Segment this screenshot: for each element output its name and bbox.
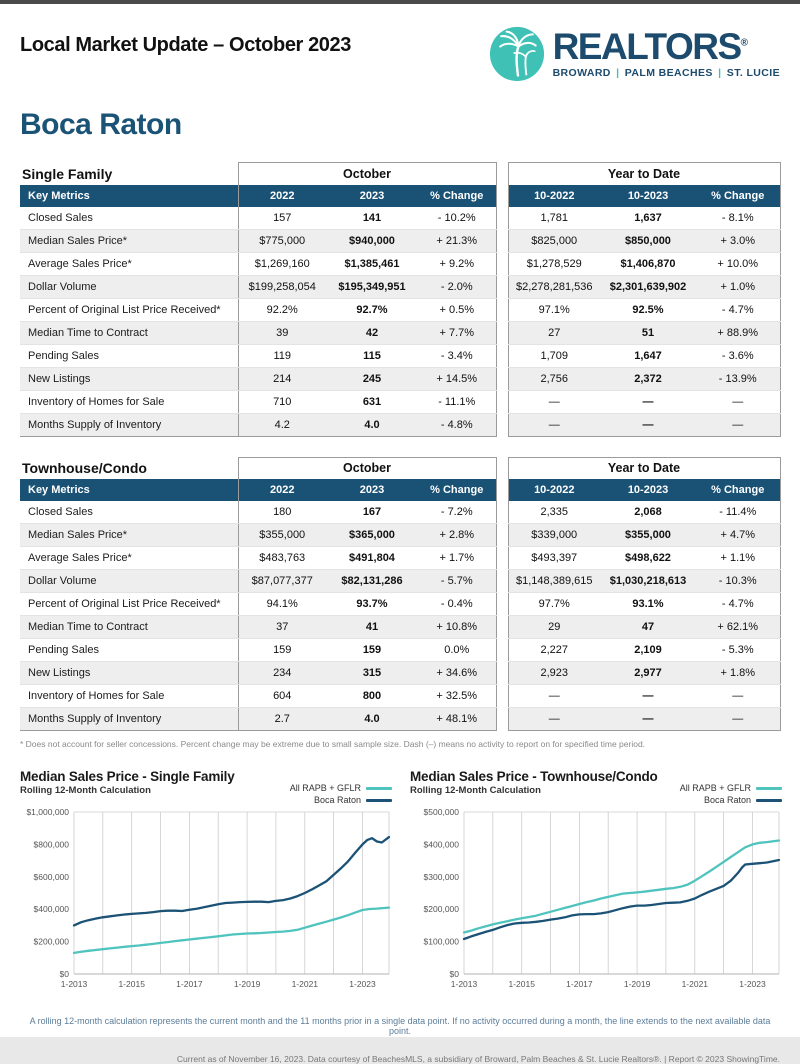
metric-value: $498,622 bbox=[600, 547, 696, 570]
metric-percent-change: - 8.1% bbox=[696, 207, 780, 230]
column-header: 10-2023 bbox=[600, 185, 696, 207]
logo-tagline-part: BROWARD bbox=[552, 66, 611, 79]
metric-percent-change: + 7.7% bbox=[418, 321, 496, 344]
metric-percent-change: + 21.3% bbox=[418, 229, 496, 252]
column-gap bbox=[496, 662, 508, 685]
metric-percent-change: - 3.6% bbox=[696, 344, 780, 367]
metric-value: 1,709 bbox=[508, 344, 600, 367]
legend-item: Boca Raton bbox=[290, 794, 392, 806]
metric-value: 1,781 bbox=[508, 207, 600, 230]
metric-percent-change: 0.0% bbox=[418, 639, 496, 662]
chart-svg bbox=[410, 806, 782, 994]
metric-percent-change: + 10.0% bbox=[696, 252, 780, 275]
metric-value: 234 bbox=[238, 662, 326, 685]
top-accent-bar bbox=[0, 0, 800, 4]
column-gap bbox=[496, 570, 508, 593]
metric-percent-change: — bbox=[696, 708, 780, 731]
metric-value: 2,756 bbox=[508, 367, 600, 390]
metric-percent-change: - 11.4% bbox=[696, 501, 780, 524]
legend-item: Boca Raton bbox=[680, 794, 782, 806]
metric-value: $82,131,286 bbox=[326, 570, 418, 593]
column-gap bbox=[496, 344, 508, 367]
metric-value: $2,278,281,536 bbox=[508, 275, 600, 298]
metric-value: 4.0 bbox=[326, 708, 418, 731]
metric-value: 2,335 bbox=[508, 501, 600, 524]
city-title: Boca Raton bbox=[20, 108, 182, 141]
metric-label: Closed Sales bbox=[20, 501, 238, 524]
metric-value: $355,000 bbox=[238, 524, 326, 547]
metric-label: Months Supply of Inventory bbox=[20, 708, 238, 731]
metric-percent-change: + 9.2% bbox=[418, 252, 496, 275]
metric-percent-change: - 4.8% bbox=[418, 413, 496, 436]
column-gap bbox=[496, 524, 508, 547]
svg-text:1-2023: 1-2023 bbox=[349, 979, 376, 989]
svg-text:$0: $0 bbox=[59, 969, 69, 979]
metric-percent-change: - 7.2% bbox=[418, 501, 496, 524]
metric-value: 42 bbox=[326, 321, 418, 344]
metric-value: 315 bbox=[326, 662, 418, 685]
column-gap bbox=[496, 252, 508, 275]
metric-value: 2,227 bbox=[508, 639, 600, 662]
svg-text:1-2023: 1-2023 bbox=[739, 979, 766, 989]
metric-value: 4.2 bbox=[238, 413, 326, 436]
svg-text:$500,000: $500,000 bbox=[423, 807, 459, 817]
metric-value: $825,000 bbox=[508, 229, 600, 252]
table-row bbox=[20, 639, 780, 662]
tagline-separator: | bbox=[714, 66, 725, 79]
metric-label: Average Sales Price* bbox=[20, 252, 238, 275]
metric-value: 51 bbox=[600, 321, 696, 344]
metric-value: $1,278,529 bbox=[508, 252, 600, 275]
metric-percent-change: + 1.1% bbox=[696, 547, 780, 570]
metric-value: 47 bbox=[600, 616, 696, 639]
metric-value: 604 bbox=[238, 685, 326, 708]
metric-label: Median Sales Price* bbox=[20, 524, 238, 547]
table-row bbox=[20, 275, 780, 298]
metric-label: Inventory of Homes for Sale bbox=[20, 390, 238, 413]
line-chart bbox=[410, 806, 782, 994]
metric-percent-change: + 3.0% bbox=[696, 229, 780, 252]
column-gap bbox=[496, 367, 508, 390]
metric-value: 1,647 bbox=[600, 344, 696, 367]
table-title: Townhouse/Condo bbox=[22, 460, 147, 476]
column-gap bbox=[496, 229, 508, 252]
metric-percent-change: + 1.0% bbox=[696, 275, 780, 298]
metric-value: 93.7% bbox=[326, 593, 418, 616]
column-header: % Change bbox=[696, 479, 780, 501]
metric-percent-change: - 5.3% bbox=[696, 639, 780, 662]
metric-value: 93.1% bbox=[600, 593, 696, 616]
metric-label: Median Time to Contract bbox=[20, 616, 238, 639]
charts-section bbox=[20, 769, 780, 994]
svg-text:$1,000,000: $1,000,000 bbox=[26, 807, 69, 817]
metric-value: 159 bbox=[326, 639, 418, 662]
table-row bbox=[20, 321, 780, 344]
column-header: 10-2022 bbox=[508, 185, 600, 207]
metric-percent-change: + 4.7% bbox=[696, 524, 780, 547]
metric-percent-change: - 5.7% bbox=[418, 570, 496, 593]
metric-value: 97.1% bbox=[508, 298, 600, 321]
table-group-row bbox=[20, 163, 780, 185]
metric-value: — bbox=[600, 413, 696, 436]
metric-value: 92.5% bbox=[600, 298, 696, 321]
townhouse-condo-table bbox=[20, 457, 781, 732]
table-row bbox=[20, 367, 780, 390]
metric-value: 4.0 bbox=[326, 413, 418, 436]
table-row bbox=[20, 390, 780, 413]
svg-text:1-2013: 1-2013 bbox=[60, 979, 88, 989]
logo-text bbox=[552, 26, 780, 79]
metric-value: $493,397 bbox=[508, 547, 600, 570]
svg-text:1-2013: 1-2013 bbox=[450, 979, 478, 989]
metric-value: 159 bbox=[238, 639, 326, 662]
table-header-row bbox=[20, 479, 780, 501]
logo-tagline-part: ST. LUCIE bbox=[726, 66, 780, 79]
table-row bbox=[20, 298, 780, 321]
table-row bbox=[20, 344, 780, 367]
metric-value: 167 bbox=[326, 501, 418, 524]
metric-percent-change: + 32.5% bbox=[418, 685, 496, 708]
chart-legend bbox=[290, 782, 392, 806]
metric-value: $1,148,389,615 bbox=[508, 570, 600, 593]
column-header: 2022 bbox=[238, 479, 326, 501]
metric-value: 119 bbox=[238, 344, 326, 367]
metric-label: Dollar Volume bbox=[20, 570, 238, 593]
metric-percent-change: + 1.8% bbox=[696, 662, 780, 685]
column-header: % Change bbox=[418, 479, 496, 501]
column-header: Key Metrics bbox=[20, 185, 238, 207]
column-gap bbox=[496, 616, 508, 639]
column-gap bbox=[496, 685, 508, 708]
metric-value: 800 bbox=[326, 685, 418, 708]
metric-percent-change: + 2.8% bbox=[418, 524, 496, 547]
svg-text:$800,000: $800,000 bbox=[33, 839, 69, 850]
column-gap bbox=[496, 708, 508, 731]
metric-value: 2,109 bbox=[600, 639, 696, 662]
single-family-table bbox=[20, 162, 781, 437]
metric-percent-change: - 3.4% bbox=[418, 344, 496, 367]
metric-label: Dollar Volume bbox=[20, 275, 238, 298]
metric-percent-change: - 13.9% bbox=[696, 367, 780, 390]
column-gap bbox=[496, 479, 508, 501]
metric-value: — bbox=[600, 390, 696, 413]
metric-label: Percent of Original List Price Received* bbox=[20, 593, 238, 616]
period-group-header: October bbox=[238, 163, 496, 185]
metric-value: 157 bbox=[238, 207, 326, 230]
metric-percent-change: - 4.7% bbox=[696, 593, 780, 616]
metric-value: 94.1% bbox=[238, 593, 326, 616]
report-credit: Current as of November 16, 2023. Data courtesy of BeachesMLS, a subsidiary of Broward, Palm Beaches & St. Lucie Realtors®. | Report © 2023 ShowingTime. bbox=[176, 1054, 780, 1064]
column-header: Key Metrics bbox=[20, 479, 238, 501]
logo-brand: REALTORS® bbox=[552, 26, 747, 68]
metric-value: $1,385,461 bbox=[326, 252, 418, 275]
metric-value: 97.7% bbox=[508, 593, 600, 616]
metric-label: Pending Sales bbox=[20, 344, 238, 367]
rolling-calculation-note: A rolling 12-month calculation represents the current month and the 11 months prior in a single data point. If no activity occurred during a month, the line extends to the next available data point. bbox=[29, 1016, 771, 1036]
legend-line-teal bbox=[756, 787, 782, 790]
metric-value: $199,258,054 bbox=[238, 275, 326, 298]
metric-value: 2,068 bbox=[600, 501, 696, 524]
svg-text:1-2019: 1-2019 bbox=[233, 979, 261, 989]
chart-svg bbox=[20, 806, 392, 994]
metric-label: New Listings bbox=[20, 367, 238, 390]
metric-percent-change: + 48.1% bbox=[418, 708, 496, 731]
metric-percent-change: + 62.1% bbox=[696, 616, 780, 639]
svg-text:$200,000: $200,000 bbox=[423, 904, 459, 915]
table-footnote: * Does not account for seller concessions. Percent change may be extreme due to small sample size. Dash (–) means no activity to report on for specified time period. bbox=[20, 739, 646, 749]
logo-tagline bbox=[553, 67, 780, 79]
realtors-logo bbox=[489, 26, 780, 82]
column-header: 2023 bbox=[326, 479, 418, 501]
table-row bbox=[20, 685, 780, 708]
logo-tagline-part: PALM BEACHES bbox=[624, 66, 713, 79]
metric-value: — bbox=[600, 685, 696, 708]
legend-line-teal bbox=[366, 787, 392, 790]
metric-value: $491,804 bbox=[326, 547, 418, 570]
svg-text:1-2019: 1-2019 bbox=[623, 979, 651, 989]
metric-percent-change: - 0.4% bbox=[418, 593, 496, 616]
chart-legend bbox=[680, 782, 782, 806]
metric-label: Average Sales Price* bbox=[20, 547, 238, 570]
metric-value: — bbox=[508, 685, 600, 708]
metric-value: 29 bbox=[508, 616, 600, 639]
metric-value: $1,406,870 bbox=[600, 252, 696, 275]
chart-subtitle: Rolling 12-Month Calculation bbox=[20, 785, 151, 796]
metric-value: — bbox=[600, 708, 696, 731]
metric-percent-change: + 88.9% bbox=[696, 321, 780, 344]
metric-percent-change: + 34.6% bbox=[418, 662, 496, 685]
svg-text:1-2017: 1-2017 bbox=[566, 979, 593, 989]
ytd-group-header: Year to Date bbox=[508, 457, 780, 479]
svg-text:$200,000: $200,000 bbox=[33, 936, 69, 947]
table-row bbox=[20, 593, 780, 616]
metric-percent-change: + 10.8% bbox=[418, 616, 496, 639]
metric-value: $355,000 bbox=[600, 524, 696, 547]
table-row bbox=[20, 413, 780, 436]
svg-text:1-2015: 1-2015 bbox=[118, 979, 145, 989]
table-row bbox=[20, 501, 780, 524]
svg-text:1-2021: 1-2021 bbox=[681, 979, 709, 989]
metric-percent-change: - 11.1% bbox=[418, 390, 496, 413]
metric-value: $850,000 bbox=[600, 229, 696, 252]
metric-value: $940,000 bbox=[326, 229, 418, 252]
metric-value: 141 bbox=[326, 207, 418, 230]
column-gap bbox=[496, 390, 508, 413]
metric-percent-change: - 4.7% bbox=[696, 298, 780, 321]
metric-value: 92.7% bbox=[326, 298, 418, 321]
tagline-separator: | bbox=[612, 66, 623, 79]
metric-label: Months Supply of Inventory bbox=[20, 413, 238, 436]
column-header: % Change bbox=[696, 185, 780, 207]
legend-item: All RAPB + GFLR bbox=[290, 782, 392, 794]
metric-value: 37 bbox=[238, 616, 326, 639]
metric-value: 115 bbox=[326, 344, 418, 367]
table-row bbox=[20, 229, 780, 252]
legend-item: All RAPB + GFLR bbox=[680, 782, 782, 794]
metric-label: Pending Sales bbox=[20, 639, 238, 662]
metric-label: New Listings bbox=[20, 662, 238, 685]
metric-value: — bbox=[508, 708, 600, 731]
line-chart bbox=[20, 806, 392, 994]
column-header: 2023 bbox=[326, 185, 418, 207]
column-gap bbox=[496, 547, 508, 570]
column-gap bbox=[496, 413, 508, 436]
svg-text:$400,000: $400,000 bbox=[423, 839, 459, 850]
table-title: Single Family bbox=[22, 165, 113, 182]
metric-value: 214 bbox=[238, 367, 326, 390]
metric-value: — bbox=[508, 413, 600, 436]
metric-percent-change: + 14.5% bbox=[418, 367, 496, 390]
table-header-row bbox=[20, 185, 780, 207]
metric-value: 245 bbox=[326, 367, 418, 390]
metric-percent-change: - 10.2% bbox=[418, 207, 496, 230]
chart-title: Median Sales Price - Single Family bbox=[20, 769, 235, 784]
period-group-header: October bbox=[238, 457, 496, 479]
metric-percent-change: — bbox=[696, 413, 780, 436]
legend-line-navy bbox=[756, 799, 782, 802]
chart-single-family bbox=[20, 769, 392, 994]
metric-label: Inventory of Homes for Sale bbox=[20, 685, 238, 708]
column-header: 10-2022 bbox=[508, 479, 600, 501]
metric-value: 2,977 bbox=[600, 662, 696, 685]
metric-value: $195,349,951 bbox=[326, 275, 418, 298]
table-row bbox=[20, 207, 780, 230]
column-header: % Change bbox=[418, 185, 496, 207]
page-title: Local Market Update – October 2023 bbox=[20, 34, 351, 56]
table-row bbox=[20, 616, 780, 639]
svg-text:$0: $0 bbox=[449, 969, 459, 979]
svg-text:$400,000: $400,000 bbox=[33, 904, 69, 915]
metric-value: 180 bbox=[238, 501, 326, 524]
report-header bbox=[20, 26, 780, 82]
legend-line-navy bbox=[366, 799, 392, 802]
metric-value: $1,269,160 bbox=[238, 252, 326, 275]
metric-value: $87,077,377 bbox=[238, 570, 326, 593]
metric-percent-change: - 10.3% bbox=[696, 570, 780, 593]
table-row bbox=[20, 252, 780, 275]
metric-value: 710 bbox=[238, 390, 326, 413]
metric-value: $365,000 bbox=[326, 524, 418, 547]
column-gap bbox=[496, 185, 508, 207]
metric-label: Median Sales Price* bbox=[20, 229, 238, 252]
svg-text:$600,000: $600,000 bbox=[33, 871, 69, 882]
metric-value: 631 bbox=[326, 390, 418, 413]
metric-value: 39 bbox=[238, 321, 326, 344]
chart-townhouse-condo bbox=[410, 769, 782, 994]
table-row bbox=[20, 708, 780, 731]
metric-value: 2.7 bbox=[238, 708, 326, 731]
chart-title: Median Sales Price - Townhouse/Condo bbox=[410, 769, 658, 784]
svg-text:$100,000: $100,000 bbox=[423, 936, 459, 947]
column-gap bbox=[496, 639, 508, 662]
table-row bbox=[20, 524, 780, 547]
svg-text:1-2015: 1-2015 bbox=[508, 979, 535, 989]
metric-value: 27 bbox=[508, 321, 600, 344]
column-gap bbox=[496, 298, 508, 321]
metric-label: Closed Sales bbox=[20, 207, 238, 230]
column-gap bbox=[496, 207, 508, 230]
metric-percent-change: — bbox=[696, 685, 780, 708]
palm-tree-icon bbox=[489, 26, 545, 82]
metric-value: 41 bbox=[326, 616, 418, 639]
metric-value: 92.2% bbox=[238, 298, 326, 321]
table-row bbox=[20, 570, 780, 593]
metric-percent-change: + 0.5% bbox=[418, 298, 496, 321]
column-gap bbox=[496, 593, 508, 616]
metric-value: 2,372 bbox=[600, 367, 696, 390]
metric-value: — bbox=[508, 390, 600, 413]
metric-value: $339,000 bbox=[508, 524, 600, 547]
svg-text:1-2021: 1-2021 bbox=[291, 979, 319, 989]
metric-percent-change: + 1.7% bbox=[418, 547, 496, 570]
column-gap bbox=[496, 457, 508, 479]
column-gap bbox=[496, 163, 508, 185]
metric-label: Percent of Original List Price Received* bbox=[20, 298, 238, 321]
metric-value: 1,637 bbox=[600, 207, 696, 230]
metric-value: $775,000 bbox=[238, 229, 326, 252]
column-gap bbox=[496, 321, 508, 344]
ytd-group-header: Year to Date bbox=[508, 163, 780, 185]
column-header: 2022 bbox=[238, 185, 326, 207]
metric-value: $483,763 bbox=[238, 547, 326, 570]
chart-subtitle: Rolling 12-Month Calculation bbox=[410, 785, 541, 796]
column-gap bbox=[496, 501, 508, 524]
table-row bbox=[20, 547, 780, 570]
metric-value: $2,301,639,902 bbox=[600, 275, 696, 298]
column-header: 10-2023 bbox=[600, 479, 696, 501]
column-gap bbox=[496, 275, 508, 298]
metric-value: $1,030,218,613 bbox=[600, 570, 696, 593]
metric-percent-change: - 2.0% bbox=[418, 275, 496, 298]
table-row bbox=[20, 662, 780, 685]
svg-text:$300,000: $300,000 bbox=[423, 871, 459, 882]
svg-text:1-2017: 1-2017 bbox=[176, 979, 203, 989]
table-group-row bbox=[20, 457, 780, 479]
metric-percent-change: — bbox=[696, 390, 780, 413]
metric-value: 2,923 bbox=[508, 662, 600, 685]
metric-label: Median Time to Contract bbox=[20, 321, 238, 344]
